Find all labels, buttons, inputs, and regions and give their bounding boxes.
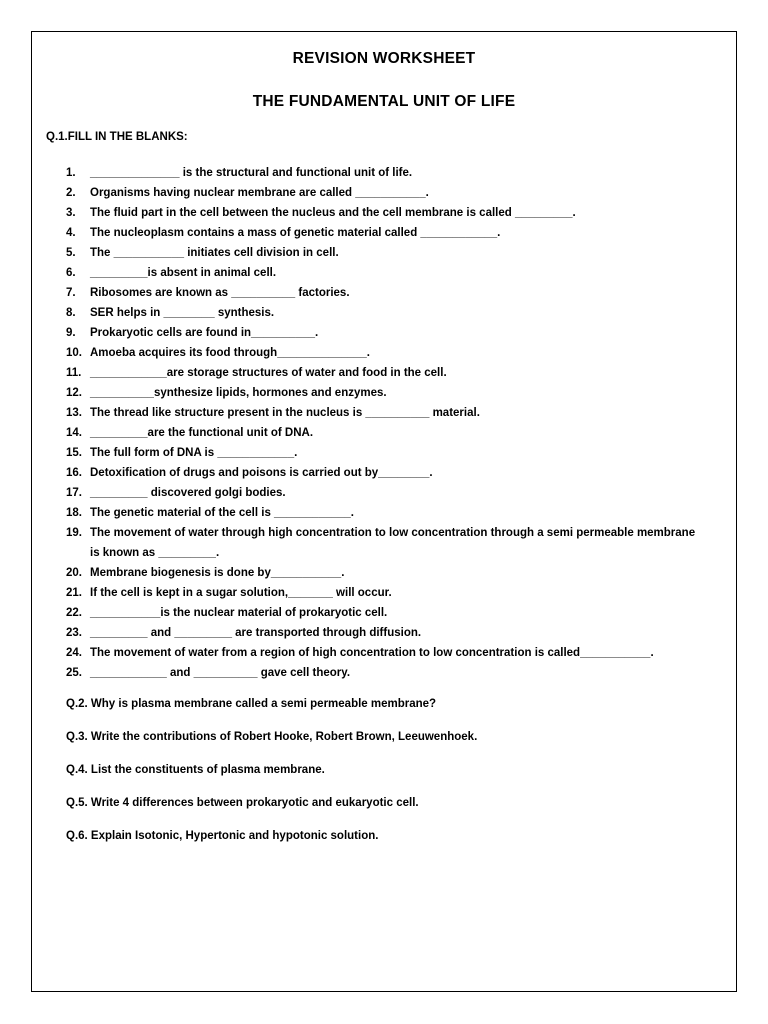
blank-item bbox=[66, 403, 706, 423]
blank-item-text: The fluid part in the cell between the nucleus and the cell membrane is called _________. bbox=[90, 207, 576, 219]
blank-item-text: ___________is the nuclear material of prokaryotic cell. bbox=[90, 607, 388, 619]
blank-item-text: Prokaryotic cells are found in__________. bbox=[90, 327, 319, 339]
blank-item bbox=[66, 443, 706, 463]
blank-item bbox=[66, 463, 706, 483]
blank-item-text: ______________ is the structural and functional unit of life. bbox=[90, 167, 413, 179]
blank-item-text: The movement of water from a region of high concentration to low concentration is called___________. bbox=[90, 647, 654, 659]
blank-item-number: 8. bbox=[66, 307, 76, 319]
blank-item-number: 2. bbox=[66, 187, 76, 199]
blank-item-text: The full form of DNA is ____________. bbox=[90, 447, 298, 459]
blank-item-text: Detoxification of drugs and poisons is carried out by________. bbox=[90, 467, 433, 479]
blank-item-number: 25. bbox=[66, 667, 82, 679]
blank-item bbox=[66, 623, 706, 643]
blank-item-number: 5. bbox=[66, 247, 76, 259]
blank-item-number: 7. bbox=[66, 287, 76, 299]
blank-item-number: 1. bbox=[66, 167, 76, 179]
worksheet-title: REVISION WORKSHEET bbox=[292, 50, 476, 67]
blank-item-text: ____________are storage structures of water and food in the cell. bbox=[90, 367, 447, 379]
blank-item-text: Ribosomes are known as __________ factories. bbox=[90, 287, 350, 299]
blank-item bbox=[66, 483, 706, 503]
blank-item bbox=[66, 603, 706, 623]
blank-item-number: 14. bbox=[66, 427, 82, 439]
blank-item bbox=[66, 663, 706, 683]
blank-item bbox=[66, 503, 706, 523]
fill-in-blanks-list bbox=[66, 163, 706, 683]
blank-item bbox=[66, 303, 706, 323]
blank-item bbox=[66, 243, 706, 263]
blank-item-number: 17. bbox=[66, 487, 82, 499]
question-3: Q.3. Write the contributions of Robert Hooke, Robert Brown, Leeuwenhoek. bbox=[66, 731, 478, 743]
blank-item-text: __________synthesize lipids, hormones and enzymes. bbox=[90, 387, 387, 399]
question-2: Q.2. Why is plasma membrane called a semi permeable membrane? bbox=[66, 698, 437, 710]
blank-item-number: 24. bbox=[66, 647, 82, 659]
blank-item-number: 4. bbox=[66, 227, 76, 239]
blank-item bbox=[66, 183, 706, 203]
blank-item-text: The thread like structure present in the nucleus is __________ material. bbox=[90, 407, 480, 419]
blank-item-number: 20. bbox=[66, 567, 82, 579]
blank-item-number: 16. bbox=[66, 467, 82, 479]
blank-item-text: _________are the functional unit of DNA. bbox=[90, 427, 314, 439]
blank-item-text: The genetic material of the cell is ____________. bbox=[90, 507, 355, 519]
blank-item bbox=[66, 583, 706, 603]
blank-item-number: 3. bbox=[66, 207, 76, 219]
blank-item-number: 12. bbox=[66, 387, 82, 399]
blank-item bbox=[66, 203, 706, 223]
blank-item-text: _________ and _________ are transported through diffusion. bbox=[90, 627, 422, 639]
blank-item-number: 6. bbox=[66, 267, 76, 279]
blank-item-text: Membrane biogenesis is done by___________. bbox=[90, 567, 345, 579]
question-5: Q.5. Write 4 differences between prokaryotic and eukaryotic cell. bbox=[66, 797, 419, 809]
blank-item bbox=[66, 263, 706, 283]
blank-item bbox=[66, 363, 706, 383]
blank-item bbox=[66, 323, 706, 343]
blank-item-number: 21. bbox=[66, 587, 82, 599]
worksheet-subtitle: THE FUNDAMENTAL UNIT OF LIFE bbox=[252, 93, 516, 110]
blank-item bbox=[66, 383, 706, 403]
question-4: Q.4. List the constituents of plasma membrane. bbox=[66, 764, 325, 776]
blank-item bbox=[66, 643, 706, 663]
blank-item bbox=[66, 523, 706, 563]
blank-item-text: The ___________ initiates cell division in cell. bbox=[90, 247, 339, 259]
blank-item bbox=[66, 343, 706, 363]
q1-heading: Q.1.FILL IN THE BLANKS: bbox=[46, 131, 188, 143]
blank-item-text: The movement of water through high concentration to low concentration through a semi permeable membrane is known as _________. bbox=[90, 527, 696, 559]
blank-item-text: _________ discovered golgi bodies. bbox=[90, 487, 286, 499]
blank-item-text: The nucleoplasm contains a mass of genetic material called ____________. bbox=[90, 227, 501, 239]
blank-item-text: Amoeba acquires its food through______________. bbox=[90, 347, 370, 359]
blank-item-number: 15. bbox=[66, 447, 82, 459]
blank-item bbox=[66, 563, 706, 583]
blank-item-number: 23. bbox=[66, 627, 82, 639]
blank-item-number: 22. bbox=[66, 607, 82, 619]
blank-item bbox=[66, 223, 706, 243]
blank-item bbox=[66, 163, 706, 183]
blank-item-number: 10. bbox=[66, 347, 82, 359]
blank-item bbox=[66, 283, 706, 303]
blank-item-text: Organisms having nuclear membrane are called ___________. bbox=[90, 187, 429, 199]
blank-item bbox=[66, 423, 706, 443]
questions-section bbox=[66, 694, 706, 859]
blank-item-number: 18. bbox=[66, 507, 82, 519]
blank-item-number: 13. bbox=[66, 407, 82, 419]
question-6: Q.6. Explain Isotonic, Hypertonic and hypotonic solution. bbox=[66, 830, 379, 842]
blank-item-text: SER helps in ________ synthesis. bbox=[90, 307, 275, 319]
blank-item-number: 19. bbox=[66, 527, 82, 539]
blank-item-text: ____________ and __________ gave cell theory. bbox=[90, 667, 351, 679]
blank-item-text: _________is absent in animal cell. bbox=[90, 267, 277, 279]
blank-item-number: 9. bbox=[66, 327, 76, 339]
blank-item-text: If the cell is kept in a sugar solution,_______ will occur. bbox=[90, 587, 392, 599]
blank-item-number: 11. bbox=[66, 367, 82, 379]
